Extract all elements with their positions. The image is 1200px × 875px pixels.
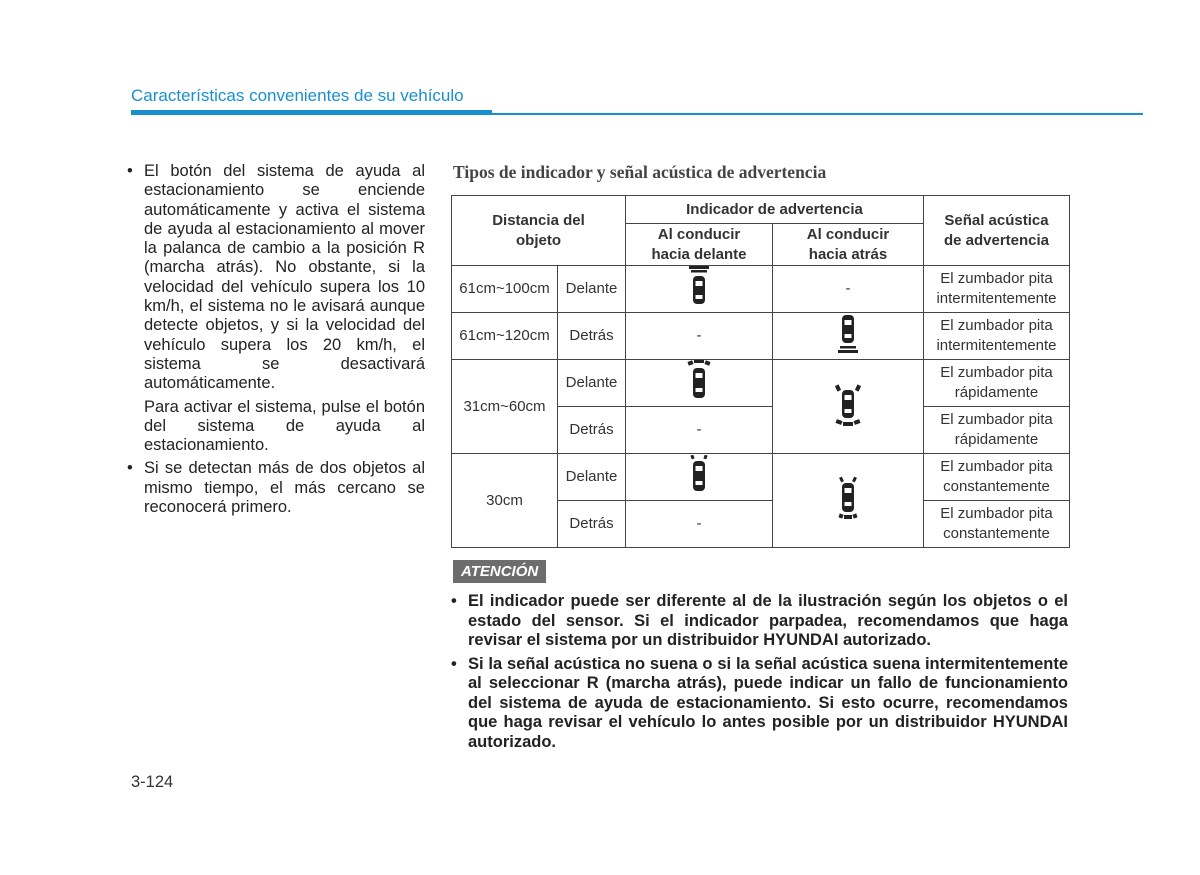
bullet-text: El botón del sistema de ayuda al estacionamiento se enciende automáticamente y activa el sistema de ayuda al estacionamiento al mover la palanca de cambio a la posición R (marcha atrás). No obstante, si la velocidad del vehículo supera los 10 km/h, el sistema no le avisará aunque detecte objetos, y si la velocidad del vehículo supera los 20 km/h, el sistema se desactivará automáticamente. <box>144 162 425 393</box>
header-distance: Distancia del objeto <box>452 196 626 266</box>
forward-cell <box>626 360 773 407</box>
forward-cell <box>626 266 773 313</box>
distance-cell: 30cm <box>452 454 558 548</box>
car-rear-sensor-icon <box>836 313 860 353</box>
forward-cell: - <box>626 313 773 360</box>
direction-cell: Detrás <box>558 501 626 548</box>
attention-badge: ATENCIÓN <box>453 560 546 583</box>
sound-cell: El zumbador pita constantemente <box>924 454 1070 501</box>
reverse-cell <box>773 454 924 548</box>
table-title: Tipos de indicador y señal acústica de advertencia <box>453 162 827 182</box>
distance-cell: 61cm~100cm <box>452 266 558 313</box>
reverse-cell: - <box>773 266 924 313</box>
header-rule-thin <box>492 113 1143 115</box>
sound-cell: El zumbador pita rápidamente <box>924 360 1070 407</box>
reverse-cell <box>773 360 924 454</box>
car-all-mid-sensor-icon <box>833 380 863 428</box>
sound-cell: El zumbador pita intermitentemente <box>924 313 1070 360</box>
indicator-table <box>451 195 1070 548</box>
note-text: Si la señal acústica no suena o si la señal acústica suena intermitentemente al seleccionar R (marcha atrás), puede indicar un fallo de funcionamiento del sistema de ayuda de estacionamiento. Si esto ocurre, recomendamos que haga revisar el vehículo lo antes posible por un distribuidor HYUNDAI autorizado. <box>468 654 1068 751</box>
header-indicator: Indicador de advertencia <box>626 196 924 224</box>
list-item: • El indicador puede ser diferente al de la ilustración según los objetos o el estado del sensor. Si el indicador parpadea, recomendamos que haga revisar el sistema por un distribuidor HYUNDAI autorizado. <box>451 592 1068 649</box>
bullet-text: Si se detectan más de dos objetos al mismo tiempo, el más cercano se reconocerá primero. <box>144 459 425 517</box>
sound-cell: El zumbador pita intermitentemente <box>924 266 1070 313</box>
bullet-paragraph: Para activar el sistema, pulse el botón del sistema de ayuda al estacionamiento. <box>144 397 425 455</box>
page-number: 3-124 <box>131 773 174 791</box>
car-all-near-sensor-icon <box>833 474 863 522</box>
reverse-cell <box>773 313 924 360</box>
header-reverse: Al conducir hacia atrás <box>773 224 924 266</box>
attention-notes <box>451 592 1068 756</box>
direction-cell: Delante <box>558 266 626 313</box>
car-front-mid-sensor-icon <box>686 360 712 400</box>
forward-cell: - <box>626 501 773 548</box>
left-column <box>127 162 425 517</box>
header-rule <box>131 110 492 115</box>
direction-cell: Detrás <box>558 407 626 454</box>
note-text: El indicador puede ser diferente al de la ilustración según los objetos o el estado del sensor. Si el indicador parpadea, recomendamos que haga revisar el sistema por un distribuidor HYUNDAI autorizado. <box>468 592 1068 649</box>
sound-cell: El zumbador pita constantemente <box>924 501 1070 548</box>
distance-cell: 61cm~120cm <box>452 313 558 360</box>
direction-cell: Delante <box>558 360 626 407</box>
car-front-near-sensor-icon <box>687 455 711 493</box>
header-forward: Al conducir hacia delante <box>626 224 773 266</box>
distance-cell: 31cm~60cm <box>452 360 558 454</box>
forward-cell <box>626 454 773 501</box>
list-item: • Si la señal acústica no suena o si la señal acústica suena intermitentemente al seleccionar R (marcha atrás), puede indicar un fallo de funcionamiento del sistema de ayuda de estacionamiento. Si esto ocurre, recomendamos que haga revisar el vehículo lo antes posible por un distribuidor HYUNDAI autorizado. <box>451 654 1068 751</box>
direction-cell: Delante <box>558 454 626 501</box>
header-sound: Señal acústica de advertencia <box>924 196 1070 266</box>
section-title: Características convenientes de su vehículo <box>131 86 464 105</box>
sound-cell: El zumbador pita rápidamente <box>924 407 1070 454</box>
direction-cell: Detrás <box>558 313 626 360</box>
car-front-sensor-icon <box>687 266 711 306</box>
list-item: • El botón del sistema de ayuda al estacionamiento se enciende automáticamente y activa el sistema de ayuda al estacionamiento al mover la palanca de cambio a la posición R (marcha atrás). No obstante, si la velocidad del vehículo supera los 10 km/h, el sistema no le avisará aunque detecte objetos, y si la velocidad del vehículo supera los 20 km/h, el sistema se desactivará automáticamente. <box>127 162 425 393</box>
forward-cell: - <box>626 407 773 454</box>
list-item: • Si se detectan más de dos objetos al mismo tiempo, el más cercano se reconocerá primero. <box>127 459 425 517</box>
